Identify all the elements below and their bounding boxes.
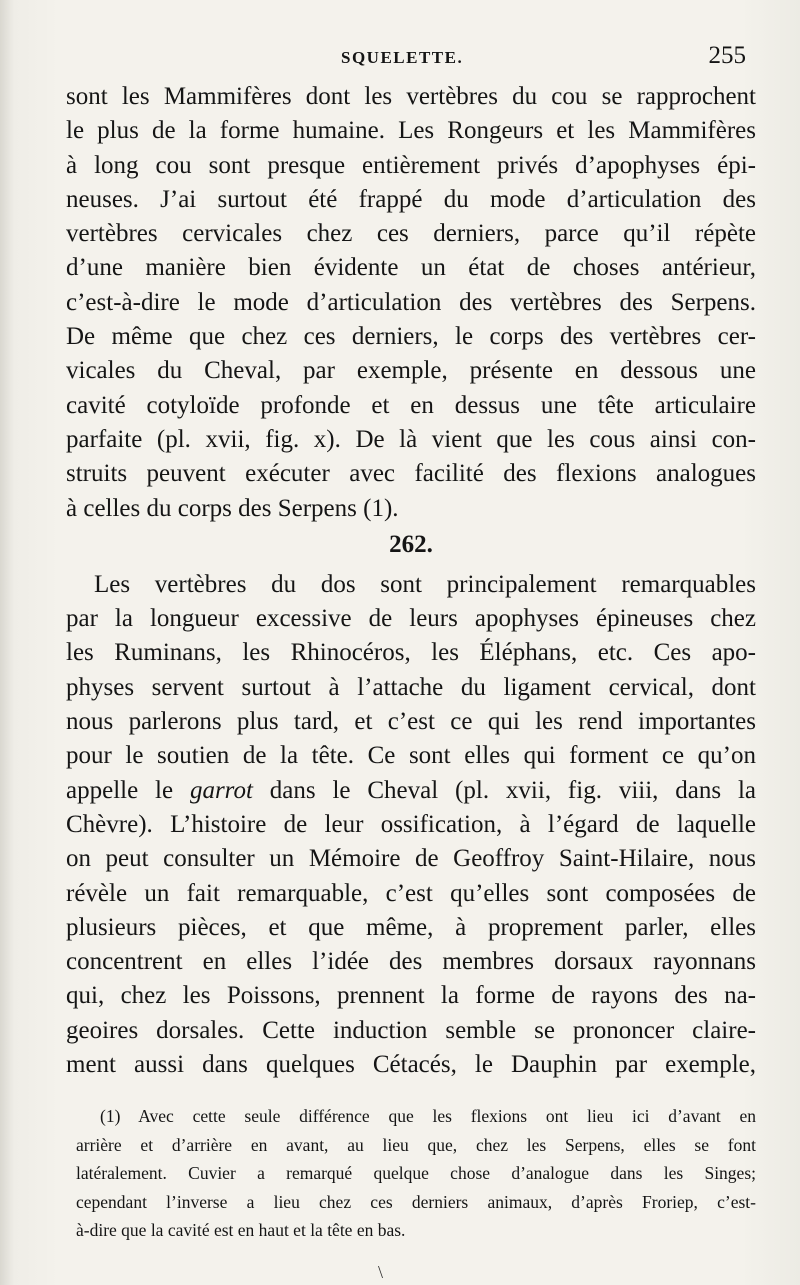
text-line: concentrent en elles l’idée des membres dorsaux rayonnans bbox=[66, 948, 756, 976]
footer-mark: \ bbox=[378, 1262, 384, 1282]
text-line: appelle le garrot dans le Cheval (pl. xvii, fig. viii, dans la bbox=[66, 776, 756, 804]
paragraph-2 bbox=[66, 568, 756, 1082]
text-line: struits peuvent exécuter avec facilité des flexions analogues bbox=[66, 460, 756, 488]
footnote-line: (1) Avec cette seule différence que les flexions ont lieu ici d’avant en bbox=[100, 1106, 756, 1126]
italic-term: garrot bbox=[189, 776, 253, 804]
text-line: le plus de la forme humaine. Les Rongeurs et les Mammifères bbox=[66, 117, 756, 145]
text-line: d’une manière bien évidente un état de choses antérieur, bbox=[66, 254, 756, 282]
text-line: sont les Mammifères dont les vertèbres du cou se rapprochent bbox=[66, 83, 756, 110]
text-line: parfaite (pl. xvii, fig. x). De là vient que les cous ainsi con- bbox=[66, 425, 756, 453]
text-line: ment aussi dans quelques Cétacés, le Dauphin par exemple, bbox=[66, 1051, 756, 1079]
text-line: geoires dorsales. Cette induction semble se prononcer claire- bbox=[66, 1016, 756, 1044]
text-line: De même que chez ces derniers, le corps des vertèbres cer- bbox=[66, 323, 756, 351]
text-line: pour le soutien de la tête. Ce sont elles qui forment ce qu’on bbox=[66, 742, 756, 770]
footnote-line: arrière et d’arrière en avant, au lieu que, chez les Serpens, elles se font bbox=[76, 1134, 756, 1155]
text-line: vicales du Cheval, par exemple, présente en dessous une bbox=[66, 357, 756, 385]
running-title: SQUELETTE. bbox=[341, 48, 464, 67]
footnote-line: cependant l’inverse a lieu chez ces derniers animaux, d’après Froriep, c’est- bbox=[76, 1191, 756, 1212]
text-line: on peut consulter un Mémoire de Geoffroy Saint-Hilaire, nous bbox=[66, 845, 756, 873]
text-line: à long cou sont presque entièrement privés d’apophyses épi- bbox=[66, 151, 756, 179]
text-line: Les vertèbres du dos sont principalement remarquables bbox=[94, 570, 756, 598]
text-line: Chèvre). L’histoire de leur ossification, à l’égard de laquelle bbox=[66, 810, 756, 838]
footnote bbox=[76, 1102, 756, 1245]
text-line: vertèbres cervicales chez ces derniers, parce qu’il répète bbox=[66, 220, 756, 248]
text-line: révèle un fait remarquable, c’est qu’elles sont composées de bbox=[66, 879, 756, 907]
text-line: qui, chez les Poissons, prennent la forme de rayons des na- bbox=[66, 982, 756, 1010]
page-header bbox=[66, 44, 756, 78]
text-line: cavité cotyloïde profonde et en dessus une tête articulaire bbox=[66, 391, 756, 419]
footnote-line: latéralement. Cuvier a remarqué quelque chose d’analogue dans les Singes; bbox=[76, 1163, 756, 1183]
footnote-line: à-dire que la cavité est en haut et la tête en bas. bbox=[76, 1220, 406, 1240]
text-line: à celles du corps des Serpens (1). bbox=[66, 494, 399, 522]
text-line: par la longueur excessive de leurs apophyses épineuses chez bbox=[66, 605, 756, 633]
text-line: c’est-à-dire le mode d’articulation des vertèbres des Serpens. bbox=[66, 288, 756, 316]
section-number: 262. bbox=[389, 530, 433, 558]
page-number: 255 bbox=[708, 42, 746, 69]
text-line: physes servent surtout à l’attache du ligament cervical, dont bbox=[66, 673, 756, 701]
paragraph-1 bbox=[66, 80, 756, 526]
text-line: nous parlerons plus tard, et c’est ce qui les rend importantes bbox=[66, 708, 756, 736]
text-line: les Ruminans, les Rhinocéros, les Éléphans, etc. Ces apo- bbox=[66, 639, 756, 667]
main-text bbox=[66, 80, 756, 1082]
text-line: neuses. J’ai surtout été frappé du mode d’articulation des bbox=[66, 185, 756, 213]
text-line: plusieurs pièces, et que même, à proprement parler, elles bbox=[66, 913, 756, 941]
